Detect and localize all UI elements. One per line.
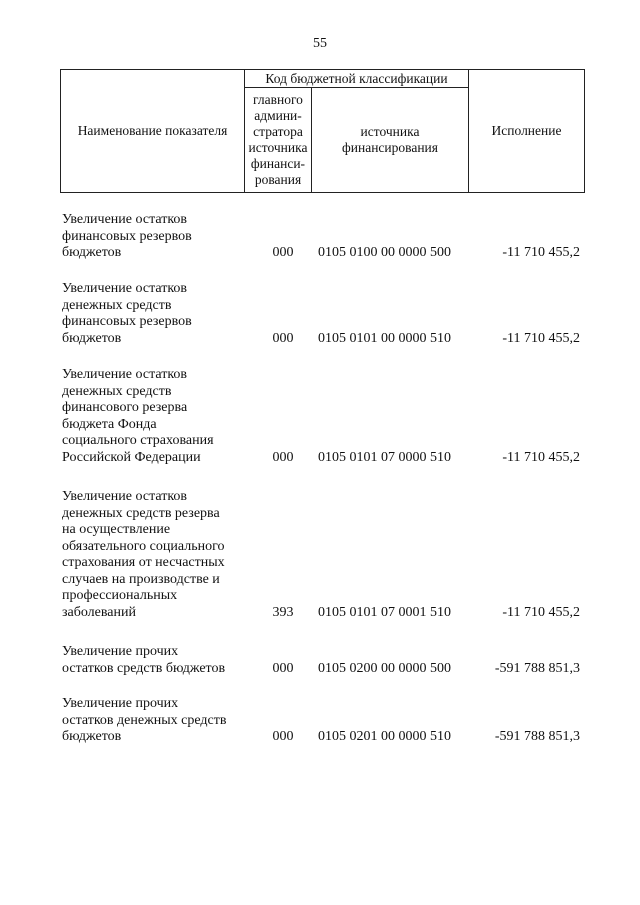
row-amount: -11 710 455,2 — [502, 604, 580, 620]
row-name-line: случаев на производстве и — [62, 571, 220, 587]
header-admin-column — [245, 88, 311, 192]
row-name-line: денежных средств — [62, 383, 172, 399]
page-number: 55 — [313, 36, 327, 51]
header-execution-column: Исполнение — [491, 123, 562, 138]
header-line: финансирования — [342, 140, 438, 155]
header-line: источника — [248, 140, 308, 155]
row-admin-code: 000 — [272, 330, 294, 346]
row-name-line: остатков средств бюджетов — [62, 660, 226, 676]
row-amount: -11 710 455,2 — [502, 330, 580, 346]
row-name-line: Увеличение прочих — [62, 644, 179, 659]
row-name-line: финансовых резервов — [62, 228, 192, 244]
row-name-line: остатков денежных средств — [62, 712, 227, 728]
row-indicator-name — [62, 489, 252, 621]
row-indicator-name — [62, 644, 252, 677]
row-indicator-name — [62, 212, 252, 262]
header-budget-code-group: Код бюджетной классификации — [265, 70, 448, 86]
row-name-line: Увеличение остатков — [62, 281, 188, 296]
row-name-line: бюджетов — [62, 729, 122, 744]
row-source-code: 0105 0100 00 0000 500 — [318, 245, 451, 260]
row-name-line: страхования от несчастных — [62, 555, 225, 570]
header-source-column — [312, 88, 468, 192]
row-name-line: денежных средств — [62, 297, 172, 313]
row-name-line: бюджетов — [62, 245, 122, 260]
row-indicator-name — [62, 367, 252, 466]
row-name-line: финансового резерва — [62, 400, 188, 415]
row-name-line: бюджетов — [62, 330, 122, 346]
row-admin-code: 000 — [272, 660, 294, 676]
row-name-line: Увеличение прочих — [62, 696, 179, 711]
row-amount: -591 788 851,3 — [494, 660, 580, 676]
row-admin-code: 000 — [272, 245, 294, 260]
row-name-line: финансовых резервов — [62, 314, 192, 329]
row-amount: -591 788 851,3 — [494, 729, 580, 744]
row-admin-code: 000 — [272, 729, 294, 744]
row-indicator-name — [62, 281, 252, 347]
row-source-code: 0105 0101 07 0000 510 — [318, 449, 451, 465]
row-name-line: Увеличение остатков — [62, 489, 188, 504]
row-admin-code: 393 — [272, 604, 294, 620]
row-source-code: 0105 0101 07 0001 510 — [318, 604, 451, 620]
row-source-code: 0105 0101 00 0000 510 — [318, 330, 451, 346]
header-line: финанси- — [250, 156, 306, 171]
row-source-code: 0105 0201 00 0000 510 — [318, 729, 451, 744]
header-line: источника — [360, 124, 420, 139]
header-line: админи- — [254, 108, 302, 123]
row-name-line: на осуществление — [62, 522, 171, 537]
row-name-line: Увеличение остатков — [62, 212, 188, 227]
row-name-line: Российской Федерации — [62, 449, 201, 465]
row-name-line: денежных средств резерва — [62, 505, 220, 521]
header-line: стратора — [253, 124, 303, 139]
row-source-code: 0105 0200 00 0000 500 — [318, 660, 451, 676]
row-amount: -11 710 455,2 — [502, 245, 580, 260]
header-name-column: Наименование показателя — [77, 123, 228, 138]
row-name-line: профессиональных — [62, 588, 178, 603]
header-line: рования — [254, 172, 302, 187]
header-line: главного — [253, 92, 303, 107]
row-name-line: бюджета Фонда — [62, 416, 157, 432]
row-amount: -11 710 455,2 — [502, 449, 580, 465]
row-admin-code: 000 — [272, 449, 294, 465]
row-name-line: социального страхования — [62, 433, 214, 448]
row-name-line: Увеличение остатков — [62, 367, 188, 382]
row-indicator-name — [62, 696, 252, 746]
row-name-line: заболеваний — [62, 604, 136, 620]
row-name-line: обязательного социального — [62, 538, 225, 554]
